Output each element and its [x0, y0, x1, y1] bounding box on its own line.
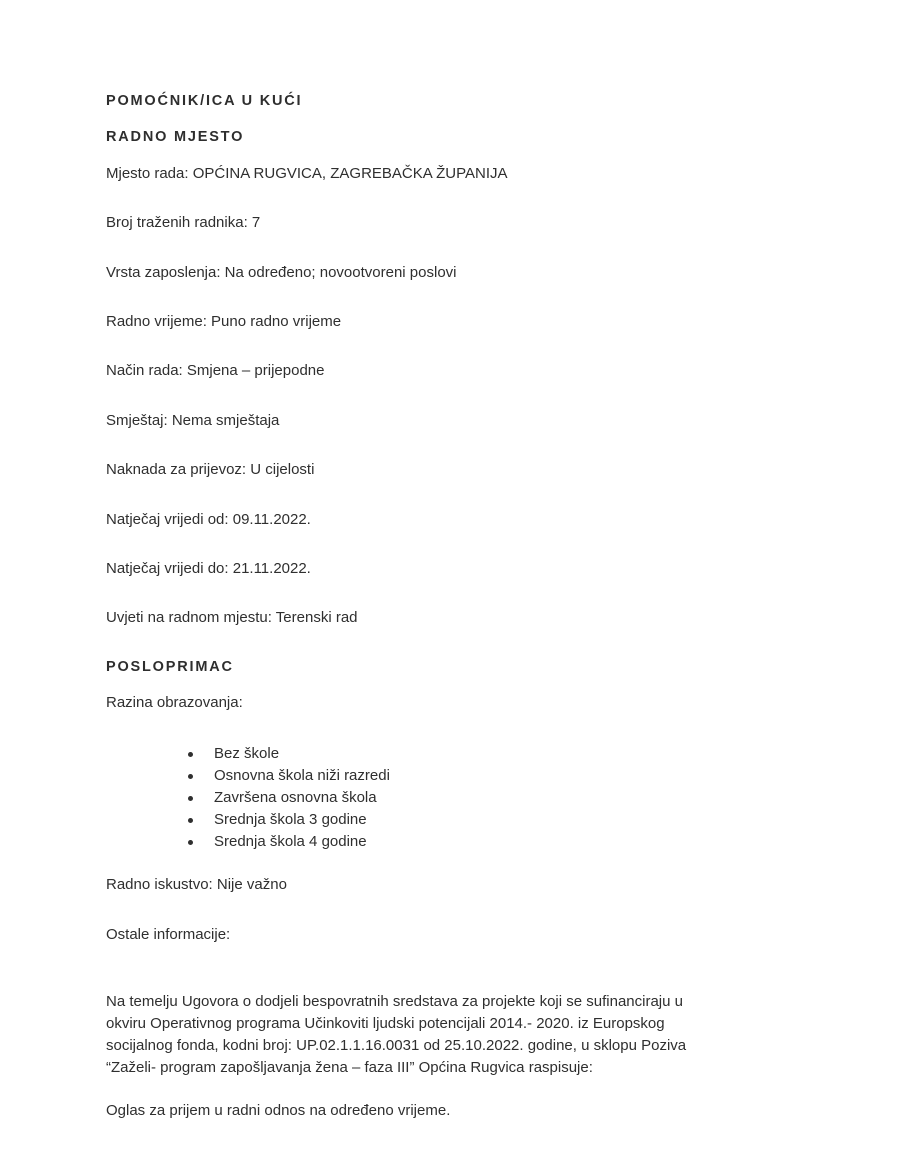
section-heading-posloprimac: POSLOPRIMAC [106, 659, 234, 675]
list-item [186, 743, 390, 765]
bullet-icon [188, 752, 193, 757]
bullet-icon [188, 818, 193, 823]
paragraph-line: Na temelju Ugovora o dodjeli bespovratnih sredstava za projekte koji se sufinanciraju u [106, 993, 683, 1010]
other-info-label: Ostale informacije: [106, 926, 231, 943]
list-item-label: Bez škole [214, 745, 280, 762]
list-item [186, 787, 390, 809]
paragraph-line: socijalnog fonda, kodni broj: UP.02.1.1.16.0031 od 25.10.2022. godine, u sklopu Poziva [106, 1037, 687, 1054]
field-broj-radnika: Broj traženih radnika: 7 [106, 214, 261, 231]
list-item-label: Srednja škola 4 godine [214, 833, 367, 850]
field-smjestaj: Smještaj: Nema smještaja [106, 412, 280, 429]
section-heading-radno-mjesto: RADNO MJESTO [106, 129, 245, 145]
list-item [186, 765, 390, 787]
legal-basis-paragraph [106, 991, 766, 1079]
list-item-label: Završena osnovna škola [214, 789, 377, 806]
bullet-icon [188, 774, 193, 779]
list-item [186, 831, 390, 853]
field-uvjeti: Uvjeti na radnom mjestu: Terenski rad [106, 609, 358, 626]
field-natjecaj-do: Natječaj vrijedi do: 21.11.2022. [106, 560, 311, 577]
list-item-label: Osnovna škola niži razredi [214, 767, 390, 784]
field-radno-iskustvo: Radno iskustvo: Nije važno [106, 876, 287, 893]
field-naknada-prijevoz: Naknada za prijevoz: U cijelosti [106, 461, 315, 478]
paragraph-line: okviru Operativnog programa Učinkoviti ljudski potencijali 2014.- 2020. iz Europskog [106, 1015, 665, 1032]
bullet-icon [188, 840, 193, 845]
list-item-label: Srednja škola 3 godine [214, 811, 367, 828]
field-mjesto-rada: Mjesto rada: OPĆINA RUGVICA, ZAGREBAČKA ŽUPANIJA [106, 165, 508, 182]
document-title: POMOĆNIK/ICA U KUĆI [106, 93, 303, 109]
field-natjecaj-od: Natječaj vrijedi od: 09.11.2022. [106, 511, 311, 528]
list-item [186, 809, 390, 831]
field-radno-vrijeme: Radno vrijeme: Puno radno vrijeme [106, 313, 342, 330]
bullet-icon [188, 796, 193, 801]
paragraph-line: “Zaželi- program zapošljavanja žena – faza III” Općina Rugvica raspisuje: [106, 1059, 593, 1076]
closing-line: Oglas za prijem u radni odnos na određeno vrijeme. [106, 1102, 451, 1119]
field-vrsta-zaposlenja: Vrsta zaposlenja: Na određeno; novootvoreni poslovi [106, 264, 457, 281]
education-label: Razina obrazovanja: [106, 694, 243, 711]
education-list [186, 743, 390, 853]
field-nacin-rada: Način rada: Smjena – prijepodne [106, 362, 325, 379]
